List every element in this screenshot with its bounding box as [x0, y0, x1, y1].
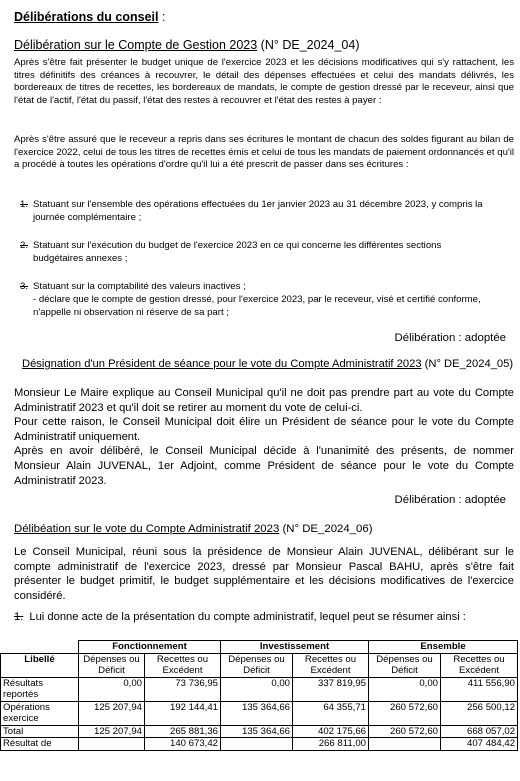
table-cell: 125 207,94 [79, 725, 145, 738]
paragraph: Monsieur Le Maire explique au Conseil Municipal qu'il ne doit pas prendre part au vote du Compte Administratif 2023 et qu'il doit se retirer au moment du vote de celui-ci. [14, 387, 514, 414]
table-header: Dépenses ou Déficit [369, 653, 441, 677]
table-cell: 668 057,02 [441, 725, 518, 738]
table-header: Recettes ou Excédent [441, 653, 518, 677]
result-adopted: Délibération : adoptée [394, 494, 506, 506]
list-item: 1. Statuant sur l'ensemble des opérations effectuées du 1er janvier 2023 au 31 décembre 2023, y compris la journée complémentaire ; [20, 199, 483, 223]
table-cell: 407 484,42 [441, 738, 518, 751]
table-cell: 64 355,71 [293, 701, 369, 725]
table-cell: 266 811,00 [293, 738, 369, 751]
table-row [1, 738, 518, 751]
table-cell: 265 881,36 [145, 725, 221, 738]
table-cell: 256 500,12 [441, 701, 518, 725]
list-item: 2. Statuant sur l'exécution du budget de l'exercice 2023 en ce qui concerne les différentes sections budgétaires annexes ; [20, 240, 442, 264]
table-cell: 260 572,60 [369, 701, 441, 725]
table-cell: 0,00 [79, 677, 145, 701]
table-group-header: Fonctionnement [79, 641, 221, 654]
table-cell: 0,00 [221, 677, 293, 701]
table-header: Recettes ou Excédent [145, 653, 221, 677]
table-cell [221, 738, 293, 751]
table-cell: 125 207,94 [79, 701, 145, 725]
result-adopted: Délibération : adoptée [394, 332, 506, 344]
row-label: Résultats reportés [1, 677, 79, 701]
table-cell [79, 738, 145, 751]
paragraph: Après s'être assuré que le receveur a repris dans ses écritures le montant de chacun des soldes figurant au bilan de l'exercice 2022, celui de tous les titres de recettes émis et celui de tous les mandats de paiement ordonnancés et qu'il a procédé à toutes les opérations d'ordre qu'il lui a été prescrit de passer dans ses écritures : [14, 134, 514, 171]
list-item: 3. Statuant sur la comptabilité des valeurs inactives ; - déclare que le compte de gestion dressé, pour l'exercice 2023, par le receveur, visé et certifié conforme, n'appelle ni observation ni réserve de sa part ; [20, 281, 481, 318]
table-cell: 73 736,95 [145, 677, 221, 701]
row-label: Total [1, 725, 79, 738]
table-cell: 135 364,66 [221, 725, 293, 738]
table-group-header: Investissement [221, 641, 369, 654]
table-group-header: Ensemble [369, 641, 518, 654]
section-title-compte-gestion: Délibération sur le Compte de Gestion 2023 (N° DE_2024_04) [14, 38, 360, 52]
paragraph: Après s'être fait présenter le budget unique de l'exercice 2023 et les décisions modificatives qui s'y rattachent, les titres définitifs des créances à recouvrer, le détail des dépenses effectuées et celui des mandats délivrés, les bordereaux de titres de recettes, les bordereaux de mandats, le compte de gestion dressé par le receveur, ainsi que l'état de l'actif, l'état du passif, l'état des restes à recouvrer et l'état des restes à payer : [14, 57, 514, 106]
table-row [1, 725, 518, 738]
page-heading: Délibérations du conseil : [14, 10, 166, 24]
table-header: Libellé [1, 653, 79, 677]
table-cell: 140 673,42 [145, 738, 221, 751]
row-label: Résultat de [1, 738, 79, 751]
paragraph: Après en avoir délibéré, le Conseil Municipal décide à l'unanimité des présents, de nommer Monsieur Alain JUVENAL, 1er Adjoint, comme Président de séance pour le vote du Compte Administratif 2023. [14, 445, 514, 487]
table-cell: 402 175,66 [293, 725, 369, 738]
table-cell: 192 144,41 [145, 701, 221, 725]
table-cell: 0,00 [369, 677, 441, 701]
row-label: Opérations exercice [1, 701, 79, 725]
table-cell: 260 572,60 [369, 725, 441, 738]
table-cell: 337 819,95 [293, 677, 369, 701]
table-cell: 135 364,66 [221, 701, 293, 725]
list-item: 1. Lui donne acte de la présentation du compte administratif, lequel peut se résumer ainsi : [14, 611, 466, 623]
section-title-president-seance: Désignation d'un Président de séance pour le vote du Compte Administratif 2023 (N° DE_2024_05) [22, 358, 514, 370]
table-header: Dépenses ou Déficit [79, 653, 145, 677]
table-row [1, 701, 518, 725]
table-cell [369, 738, 441, 751]
table-group-header-row [1, 641, 518, 654]
table-header: Recettes ou Excédent [293, 653, 369, 677]
table-header: Dépenses ou Déficit [221, 653, 293, 677]
table-row [1, 677, 518, 701]
section-title-compte-administratif: Délibéation sur le vote du Compte Administratif 2023 (N° DE_2024_06) [14, 523, 373, 535]
paragraph: Le Conseil Municipal, réuni sous la présidence de Monsieur Alain JUVENAL, délibérant sur le compte administratif de l'exercice 2023, dressé par Monsieur Pascal BAHU, après s'être fait présenter le budget primitif, le budget supplémentaire et les décisions modificatives de l'exercice considéré. [14, 546, 514, 602]
section-body [14, 386, 514, 488]
table-cell: 411 556,90 [441, 677, 518, 701]
budget-summary-table [0, 640, 518, 751]
table-sub-header-row [1, 653, 518, 677]
paragraph: Pour cette raison, le Conseil Municipal doit élire un Président de séance pour le vote du Compte Administratif uniquement. [14, 416, 514, 443]
